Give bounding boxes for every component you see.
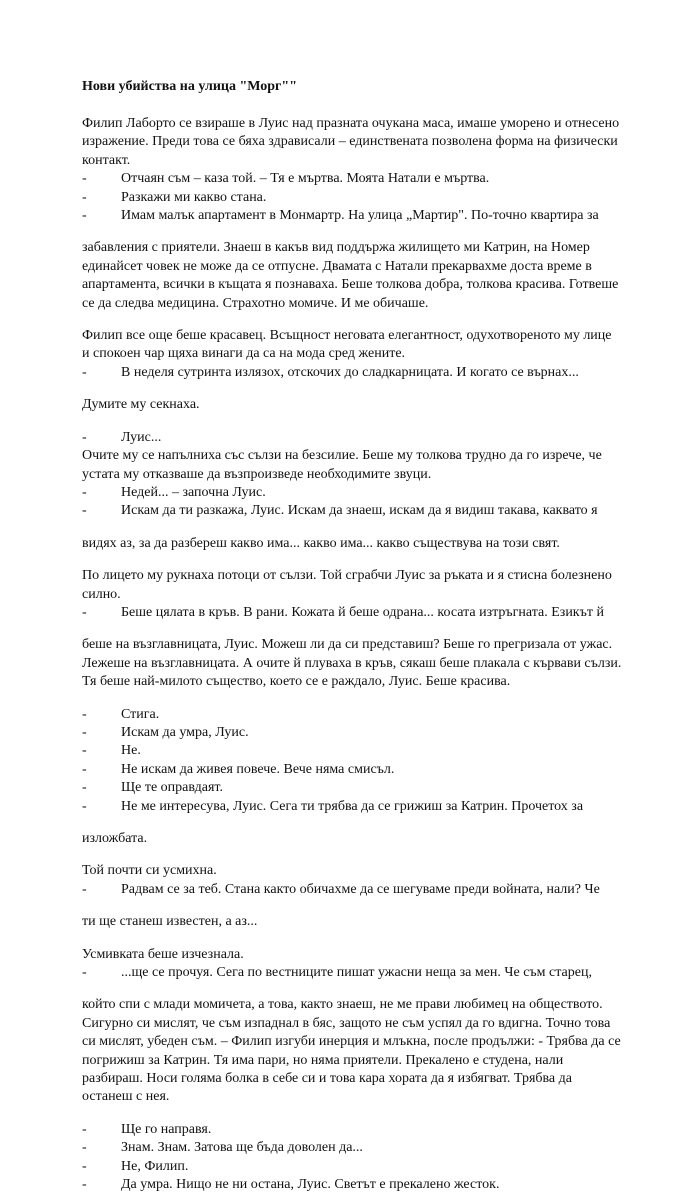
dialogue-dash: -: [82, 706, 87, 722]
document-body: [82, 115, 622, 1195]
paragraph: Филип все още беше красавец. Всъщност неговата елегантност, одухотвореното му лице и спокоен чар щяха винаги да са на мода сред жените.: [82, 328, 612, 362]
dialogue-line: [82, 779, 622, 797]
dialogue-text: Стига.: [121, 706, 160, 722]
dialogue-line: [82, 502, 622, 553]
dialogue-line: [82, 761, 622, 779]
document-title: Нови убийства на улица "Морг"": [82, 79, 297, 94]
dialogue-continuation: беше на възглавницата, Луис. Можеш ли да си представиш? Беше го прегризала от ужас. Лежеше на възглавницата. А очите й плуваха в кръв, сякаш беше плакала с кървави сълзи. Тя беше най-милото същество, което се е раждало, Луис. Беше красива.: [82, 637, 622, 690]
dialogue-text: Беше цялата в кръв. В рани. Кожата й беше одрана... косата изтръгната. Езикът й: [121, 604, 604, 620]
dialogue-continuation: който спи с млади момичета, а това, както знаеш, не ме прави любимец на обществото. Сигурно си мислят, че съм изпаднал в бяс, защото не съм успял да го вдигна. Точно това си мислят, убеден съм. – Филип изгуби инерция и млъкна, после продължи: - Трябва да се погрижиш за Катрин. Тя има пари, но няма приятели. Прекалено е студена, нали разбираш. Носи голяма болка в себе си и това кара хората да я избягват. Трябва да останеш с нея.: [82, 997, 621, 1105]
dialogue-dash: -: [82, 503, 87, 519]
dialogue-text: Знам. Знам. Затова ще бъда доволен да...: [121, 1140, 363, 1156]
paragraph: По лицето му рукнаха потоци от сълзи. Той сграбчи Луис за ръката и я стисна болезнено силно.: [82, 568, 612, 602]
dialogue-line: [82, 1176, 622, 1194]
dialogue-text: Да умра. Нищо не ни остана, Луис. Светът е прекалено жесток.: [121, 1177, 500, 1193]
dialogue-dash: -: [82, 743, 87, 759]
dialogue-dash: -: [82, 965, 87, 981]
dialogue-line: [82, 207, 622, 313]
dialogue-text: Разкажи ми какво стана.: [121, 189, 267, 205]
dialogue-line: [82, 1121, 622, 1139]
dialogue-line: [82, 484, 622, 502]
dialogue-dash: -: [82, 1121, 87, 1137]
dialogue-text: Имам малък апартамент в Монмартр. На улица „Мартир". По-точно квартира за: [121, 208, 599, 224]
dialogue-text: Радвам се за теб. Стана както обичахме да се шегуваме преди войната, нали? Че: [121, 881, 600, 897]
dialogue-text: Искам да ти разкажа, Луис. Искам да знаеш, искам да я видиш такава, каквато я: [121, 503, 598, 519]
dialogue-dash: -: [82, 208, 87, 224]
dialogue-line: [82, 964, 622, 1107]
dialogue-dash: -: [82, 798, 87, 814]
dialogue-dash: -: [82, 484, 87, 500]
dialogue-text: Не, Филип.: [121, 1158, 189, 1174]
paragraph: Очите му се напълниха със сълзи на безсилие. Беше му толкова трудно да го изрече, че устата му отказваше да възпроизведе необходимите звуци.: [82, 448, 602, 482]
dialogue-line: [82, 364, 622, 415]
dialogue-text: Ще те оправдаят.: [121, 780, 223, 796]
dialogue-line: [82, 742, 622, 760]
dialogue-dash: -: [82, 604, 87, 620]
paragraph: Филип Лаборто се взираше в Луис над празната очукана маса, имаше уморено и отнесено изражение. Преди това се бяха здрависали – единствената позволена форма на физически контакт.: [82, 116, 620, 168]
dialogue-continuation: видях аз, за да разбереш какво има... какво има... какво съществува на този свят.: [82, 535, 560, 551]
dialogue-line: [82, 170, 622, 188]
dialogue-dash: -: [82, 1158, 87, 1174]
dialogue-continuation: Думите му секнаха.: [82, 397, 200, 413]
dialogue-line: [82, 724, 622, 742]
dialogue-continuation: изложбата.: [82, 831, 148, 846]
dialogue-line: [82, 1139, 622, 1157]
dialogue-dash: -: [82, 1177, 87, 1193]
dialogue-text: Искам да умра, Луис.: [121, 724, 249, 740]
dialogue-line: [82, 798, 622, 849]
dialogue-dash: -: [82, 171, 87, 187]
dialogue-text: Не ме интересува, Луис. Сега ти трябва да се грижиш за Катрин. Прочетох за: [121, 798, 584, 814]
dialogue-line: [82, 881, 622, 932]
dialogue-text: Не.: [121, 743, 141, 759]
dialogue-line: [82, 706, 622, 724]
dialogue-line: [82, 429, 622, 447]
dialogue-dash: -: [82, 1140, 87, 1156]
dialogue-text: Луис...: [121, 429, 162, 445]
paragraph: Той почти си усмихна.: [82, 863, 217, 879]
dialogue-line: [82, 1158, 622, 1176]
dialogue-text: ...ще се прочуя. Сега по вестниците пишат ужасни неща за мен. Че съм старец,: [121, 965, 592, 981]
dialogue-dash: -: [82, 780, 87, 796]
dialogue-text: Ще го направя.: [121, 1121, 212, 1137]
dialogue-continuation: ти ще станеш известен, а аз...: [82, 914, 258, 930]
dialogue-text: В неделя сутринта излязох, отскочих до сладкарницата. И когато се върнах...: [121, 364, 579, 380]
dialogue-dash: -: [82, 429, 87, 445]
dialogue-continuation: забавления с приятели. Знаеш в какъв вид поддържа жилището ми Катрин, на Номер единайсет човек не може да се отпусне. Двамата с Натали прекарвахме доста време в апартамента, всички в къщата я познаваха. Беше толкова добра, толкова красива. Готвеше се да следва медицина. Страхотно момиче. И ме обичаше.: [82, 240, 619, 311]
dialogue-line: [82, 189, 622, 207]
dialogue-text: Не искам да живея повече. Вече няма смисъл.: [121, 761, 395, 777]
dialogue-dash: -: [82, 189, 87, 205]
dialogue-text: Отчаян съм – каза той. – Тя е мъртва. Моята Натали е мъртва.: [121, 171, 490, 187]
dialogue-dash: -: [82, 761, 87, 777]
dialogue-dash: -: [82, 724, 87, 740]
dialogue-text: Недей... – започна Луис.: [121, 484, 266, 500]
dialogue-dash: -: [82, 364, 87, 380]
dialogue-line: [82, 604, 622, 692]
paragraph: Усмивката беше изчезнала.: [82, 946, 244, 962]
dialogue-dash: -: [82, 881, 87, 897]
